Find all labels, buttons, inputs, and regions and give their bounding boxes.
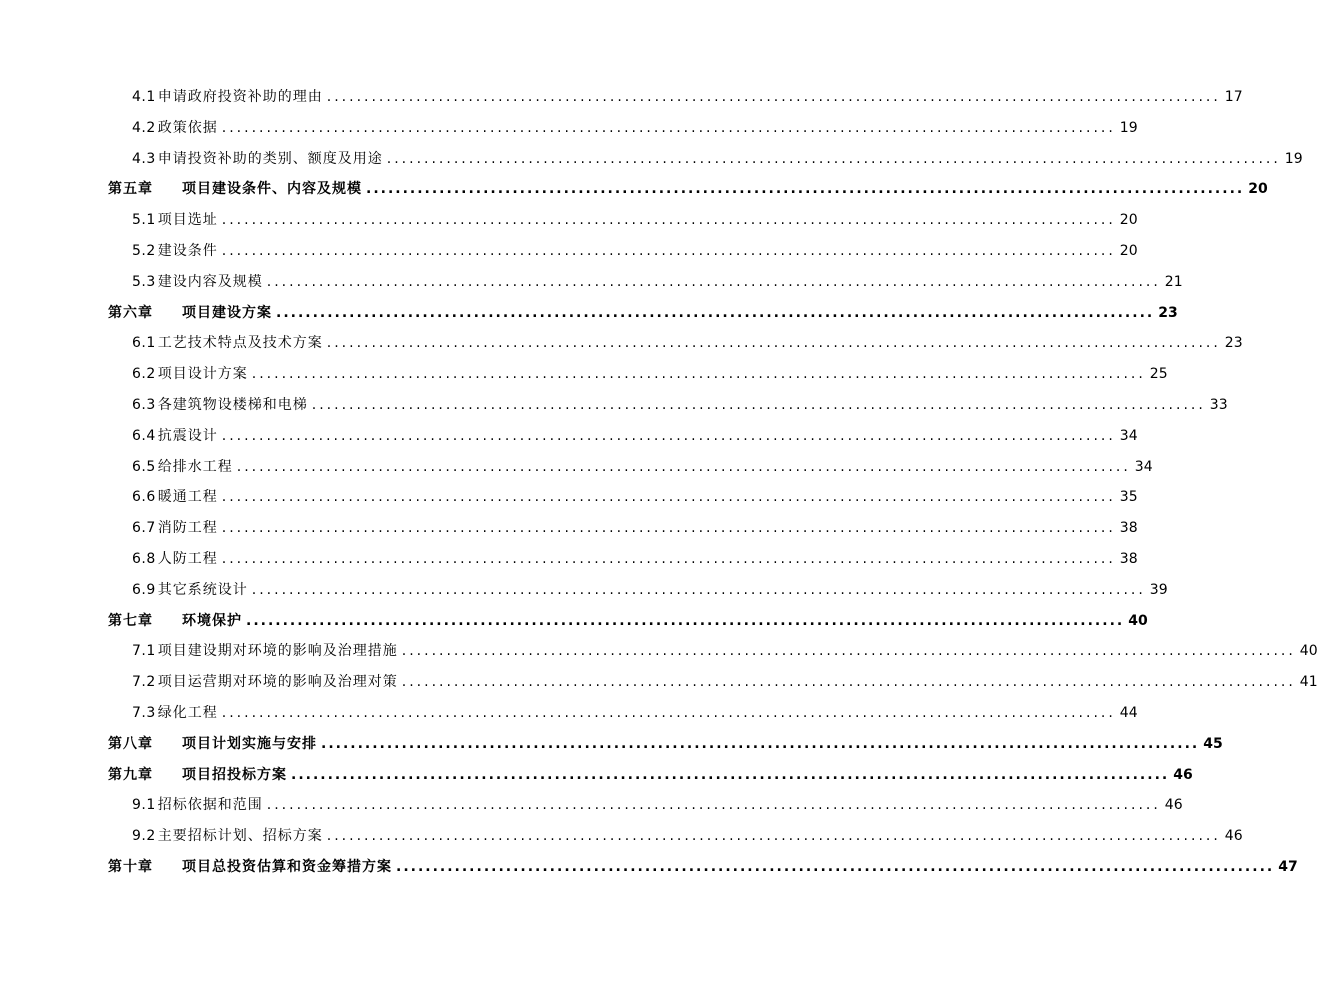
toc-page-number: 46 xyxy=(1164,797,1183,814)
toc-dot-leader: ........................................................................................................................ xyxy=(326,335,1221,352)
toc-entry-number: 第八章 xyxy=(108,735,153,752)
toc-entry-title: 项目总投资估算和资金筹措方案 xyxy=(182,859,392,875)
toc-section-entry xyxy=(132,640,1318,670)
toc-entry-number: 7.3 xyxy=(132,705,156,721)
toc-page-number: 19 xyxy=(1119,119,1138,136)
toc-entry-title: 消防工程 xyxy=(157,520,218,537)
toc-dot-leader: ........................................................................................................................ xyxy=(326,89,1221,105)
toc-page-number: 46 xyxy=(1224,828,1243,845)
toc-dot-leader: ........................................................................................................................ xyxy=(246,612,1125,629)
toc-entry-title: 项目计划实施与安排 xyxy=(182,735,317,752)
toc-entry-title: 项目建设方案 xyxy=(182,304,272,321)
toc-entry-title: 人防工程 xyxy=(157,551,218,567)
toc-entry-title: 项目建设期对环境的影响及治理措施 xyxy=(157,643,398,660)
toc-dot-leader: ........................................................................................................................ xyxy=(221,705,1116,721)
toc-page-number: 47 xyxy=(1278,859,1298,875)
toc-page-number: 21 xyxy=(1164,273,1183,290)
toc-dot-leader: ........................................................................................................................ xyxy=(221,551,1116,567)
toc-section-entry xyxy=(132,517,1138,547)
toc-entry-title: 项目建设条件、内容及规模 xyxy=(182,181,362,198)
toc-dot-leader: ........................................................................................................................ xyxy=(221,212,1116,229)
toc-entry-title: 项目设计方案 xyxy=(157,366,248,383)
toc-page-number: 20 xyxy=(1119,212,1138,229)
toc-entry-title: 绿化工程 xyxy=(157,705,218,721)
toc-entry-number: 5.1 xyxy=(132,212,156,229)
toc-section-entry xyxy=(132,209,1138,239)
toc-dot-leader: ........................................................................................................................ xyxy=(236,458,1131,475)
toc-entry-number: 7.2 xyxy=(132,674,156,691)
toc-section-entry xyxy=(132,425,1138,455)
toc-entry-title: 抗震设计 xyxy=(157,427,218,444)
toc-dot-leader: ........................................................................................................................ xyxy=(266,797,1161,814)
toc-page-number: 46 xyxy=(1173,766,1193,783)
toc-page-number: 19 xyxy=(1284,150,1303,167)
toc-section-entry xyxy=(132,548,1138,578)
toc-dot-leader: ........................................................................................................................ xyxy=(396,859,1275,875)
toc-entry-title: 申请政府投资补助的理由 xyxy=(157,89,323,105)
toc-entry-number: 第五章 xyxy=(108,181,153,198)
toc-entry-number: 6.8 xyxy=(132,551,156,567)
toc-entry-number: 4.3 xyxy=(132,150,156,167)
toc-page-number: 20 xyxy=(1248,181,1268,198)
toc-entry-number: 4.1 xyxy=(132,89,156,105)
toc-entry-number: 6.5 xyxy=(132,458,156,475)
toc-entry-title: 申请投资补助的类别、额度及用途 xyxy=(157,150,383,167)
toc-entry-title: 工艺技术特点及技术方案 xyxy=(157,335,323,352)
toc-chapter-entry xyxy=(108,302,1178,332)
toc-dot-leader: ........................................................................................................................ xyxy=(221,243,1116,259)
toc-page-number: 45 xyxy=(1203,735,1223,752)
toc-entry-title: 项目招投标方案 xyxy=(182,766,287,783)
toc-dot-leader: ........................................................................................................................ xyxy=(251,366,1146,383)
toc-section-entry xyxy=(132,363,1168,393)
toc-dot-leader: ........................................................................................................................ xyxy=(221,119,1116,136)
toc-section-entry xyxy=(132,456,1153,486)
toc-page-number: 41 xyxy=(1299,674,1318,691)
toc-page-number: 34 xyxy=(1134,458,1153,475)
toc-section-entry xyxy=(132,117,1138,147)
toc-chapter-entry xyxy=(108,610,1148,640)
toc-entry-number: 第十章 xyxy=(108,859,153,875)
toc-entry-number: 7.1 xyxy=(132,643,156,660)
toc-entry-number: 5.2 xyxy=(132,243,156,259)
toc-page-number: 34 xyxy=(1119,427,1138,444)
toc-page-number: 38 xyxy=(1119,520,1138,537)
toc-section-entry xyxy=(132,486,1138,516)
toc-dot-leader: ........................................................................................................................ xyxy=(266,273,1161,290)
toc-entry-number: 6.4 xyxy=(132,427,156,444)
toc-entry-number: 6.3 xyxy=(132,397,156,413)
toc-entry-number: 6.7 xyxy=(132,520,156,537)
toc-entry-title: 政策依据 xyxy=(157,119,218,136)
toc-entry-title: 建设条件 xyxy=(157,243,218,259)
toc-entry-title: 招标依据和范围 xyxy=(157,797,263,814)
toc-entry-title: 暖通工程 xyxy=(157,489,218,506)
toc-entry-number: 5.3 xyxy=(132,273,156,290)
toc-entry-title: 项目运营期对环境的影响及治理对策 xyxy=(157,674,398,691)
toc-chapter-entry xyxy=(108,733,1223,763)
toc-dot-leader: ........................................................................................................................ xyxy=(401,643,1296,660)
toc-section-entry xyxy=(132,86,1243,116)
toc-page-number: 38 xyxy=(1119,551,1138,567)
toc-entry-title: 项目选址 xyxy=(157,212,218,229)
toc-entry-title: 其它系统设计 xyxy=(157,581,248,598)
toc-entry-number: 第七章 xyxy=(108,612,153,629)
toc-chapter-entry xyxy=(108,178,1268,208)
toc-entry-number: 4.2 xyxy=(132,119,156,136)
toc-page-number: 23 xyxy=(1158,304,1178,321)
toc-entry-number: 6.6 xyxy=(132,489,156,506)
toc-dot-leader: ........................................................................................................................ xyxy=(276,304,1155,321)
toc-dot-leader: ........................................................................................................................ xyxy=(386,150,1281,167)
toc-entry-number: 9.1 xyxy=(132,797,156,814)
toc-dot-leader: ........................................................................................................................ xyxy=(401,674,1296,691)
toc-section-entry xyxy=(132,148,1303,178)
toc-section-entry xyxy=(132,240,1138,270)
toc-page-number: 20 xyxy=(1119,243,1138,259)
toc-page-number: 33 xyxy=(1209,397,1228,413)
toc-section-entry xyxy=(132,671,1318,701)
toc-page-number: 39 xyxy=(1149,581,1168,598)
toc-entry-title: 主要招标计划、招标方案 xyxy=(157,828,323,845)
toc-entry-title: 给排水工程 xyxy=(157,458,233,475)
toc-page-number: 17 xyxy=(1224,89,1243,105)
toc-section-entry xyxy=(132,702,1138,732)
toc-page-number: 40 xyxy=(1299,643,1318,660)
toc-dot-leader: ........................................................................................................................ xyxy=(326,828,1221,845)
toc-page-number: 35 xyxy=(1119,489,1138,506)
toc-section-entry xyxy=(132,825,1243,855)
toc-entry-title: 建设内容及规模 xyxy=(157,273,263,290)
toc-page-number: 40 xyxy=(1128,612,1148,629)
toc-dot-leader: ........................................................................................................................ xyxy=(221,489,1116,506)
toc-entry-number: 第九章 xyxy=(108,766,153,783)
toc-entry-title: 各建筑物设楼梯和电梯 xyxy=(157,397,308,413)
toc-dot-leader: ........................................................................................................................ xyxy=(366,181,1245,198)
toc-entry-number: 9.2 xyxy=(132,828,156,845)
toc-page-number: 25 xyxy=(1149,366,1168,383)
toc-entry-number: 6.9 xyxy=(132,581,156,598)
toc-section-entry xyxy=(132,332,1243,362)
toc-entry-title: 环境保护 xyxy=(182,612,242,629)
toc-section-entry xyxy=(132,271,1183,301)
toc-entry-number: 第六章 xyxy=(108,304,153,321)
toc-dot-leader: ........................................................................................................................ xyxy=(321,735,1200,752)
toc-dot-leader: ........................................................................................................................ xyxy=(221,427,1116,444)
toc-page-number: 23 xyxy=(1224,335,1243,352)
toc-entry-number: 6.1 xyxy=(132,335,156,352)
toc-dot-leader: ........................................................................................................................ xyxy=(311,397,1206,413)
toc-section-entry xyxy=(132,394,1228,424)
toc-page-number: 44 xyxy=(1119,705,1138,721)
toc-dot-leader: ........................................................................................................................ xyxy=(291,766,1170,783)
toc-section-entry xyxy=(132,794,1183,824)
toc-chapter-entry xyxy=(108,856,1298,886)
toc-dot-leader: ........................................................................................................................ xyxy=(221,520,1116,537)
toc-section-entry xyxy=(132,579,1168,609)
toc-dot-leader: ........................................................................................................................ xyxy=(251,581,1146,598)
toc-chapter-entry xyxy=(108,764,1193,794)
toc-entry-number: 6.2 xyxy=(132,366,156,383)
